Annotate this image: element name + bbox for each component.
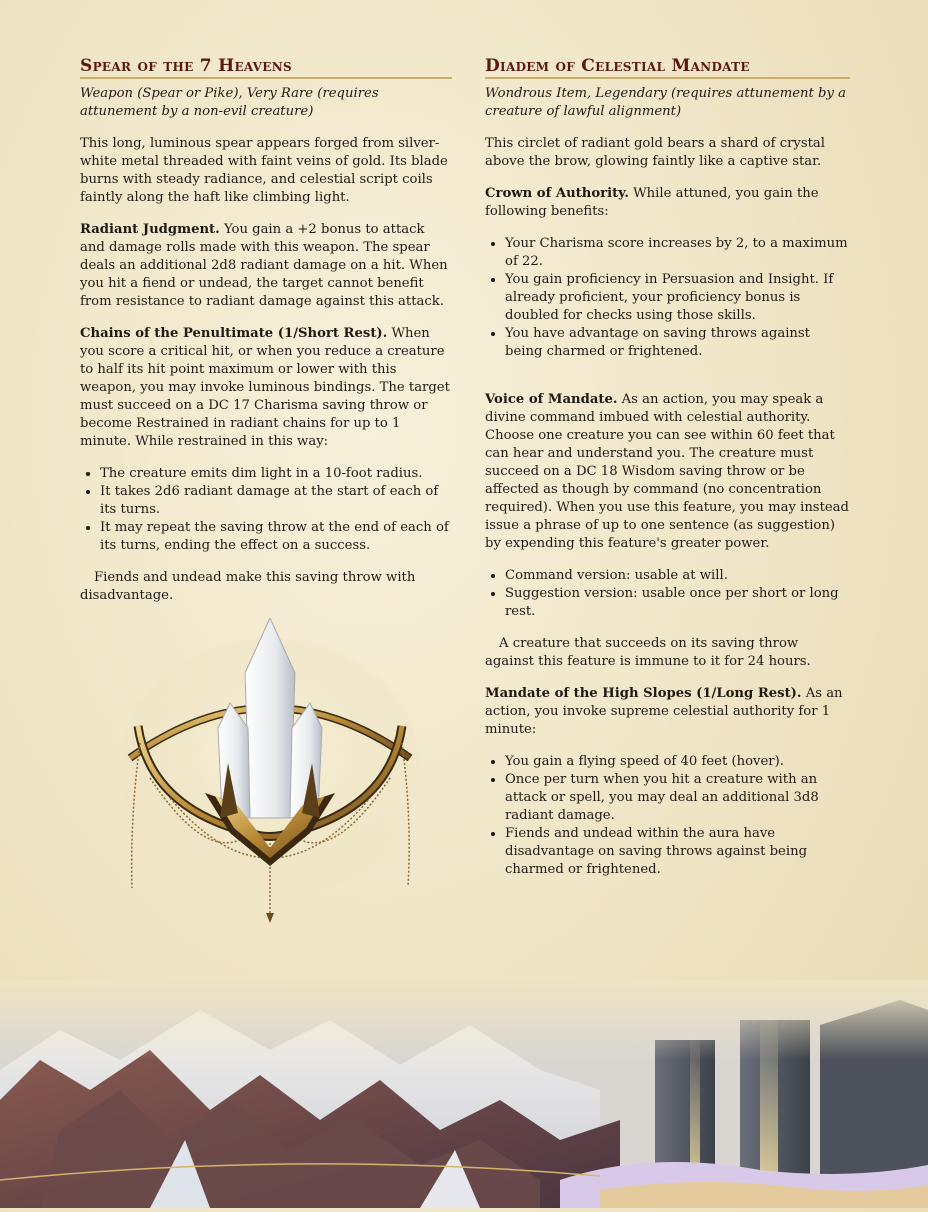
crown-bullet-list: [485, 235, 850, 361]
list-item: • The creature emits dim light in a 10-foot radius.: [100, 465, 452, 483]
list-item: • Once per turn when you hit a creature with an attack or spell, you may deal an additional 3d8 radiant damage.: [505, 771, 850, 825]
list-item: • It may repeat the saving throw at the end of each of its turns, ending the effect on a success.: [100, 519, 452, 555]
crown-text: While attuned, you gain the following benefits:: [485, 186, 819, 219]
mountain-landscape-icon: [0, 980, 928, 1208]
radiant-judgment-heading: Radiant Judgment.: [80, 222, 220, 237]
mandate-heading: Mandate of the High Slopes (1/Long Rest).: [485, 686, 802, 701]
left-column: [80, 56, 452, 619]
radiant-judgment-paragraph: [80, 221, 452, 311]
voice-paragraph: [485, 391, 850, 553]
list-item: • You gain a flying speed of 40 feet (hover).: [505, 753, 850, 771]
chains-heading: Chains of the Penultimate (1/Short Rest).: [80, 326, 388, 341]
diadem-crown-icon: [110, 618, 430, 928]
diadem-subtitle: Wondrous Item, Legendary (requires attunement by a creature of lawful alignment): [485, 86, 846, 119]
list-item: • Your Charisma score increases by 2, to a maximum of 22.: [505, 235, 850, 271]
chains-bullet-list: [80, 465, 452, 555]
crown-heading: Crown of Authority.: [485, 186, 629, 201]
chains-paragraph: [80, 325, 452, 451]
chains-text: When you score a critical hit, or when you reduce a creature to half its hit point maximum or lower with this weapon, you may invoke luminous bindings. The target must succeed on a DC 17 Charisma saving throw or become Restrained in radiant chains for up to 1 minute. While restrained in this way:: [80, 326, 450, 449]
voice-heading: Voice of Mandate.: [485, 392, 618, 407]
spear-subtitle: Weapon (Spear or Pike), Very Rare (requires attunement by a non-evil creature): [80, 86, 379, 119]
immune-note: A creature that succeeds on its saving throw against this feature is immune to it for 24 hours.: [485, 636, 811, 669]
mandate-text: As an action, you invoke supreme celestial authority for 1 minute:: [485, 686, 843, 737]
fiends-note: Fiends and undead make this saving throw with disadvantage.: [80, 570, 416, 603]
spear-intro: This long, luminous spear appears forged from silver-white metal threaded with faint veins of gold. Its blade burns with steady radiance, and celestial script coils faintly along the haft like climbing light.: [80, 136, 448, 205]
voice-text: As an action, you may speak a divine command imbued with celestial authority. Choose one creature you can see within 60 feet that can hear and understand you. The creature must succeed on a DC 18 Wisdom saving throw or be affected as though by command (no concentration required). When you use this feature, you may instead issue a phrase of up to one sentence (as suggestion) by expending this feature's greater power.: [485, 392, 849, 551]
crown-paragraph: [485, 185, 850, 221]
mandate-paragraph: [485, 685, 850, 739]
diadem-intro: This circlet of radiant gold bears a shard of crystal above the brow, glowing faintly like a captive star.: [485, 136, 825, 169]
radiant-judgment-text: You gain a +2 bonus to attack and damage rolls made with this weapon. The spear deals an additional 2d8 radiant damage on a hit. When you hit a fiend or undead, the target cannot benefit from resistance to radiant damage against this attack.: [80, 222, 448, 309]
diadem-illustration: [110, 618, 430, 928]
list-item: • You gain proficiency in Persuasion and Insight. If already proficient, your proficiency bonus is doubled for checks using those skills.: [505, 271, 850, 325]
list-item: • Fiends and undead within the aura have disadvantage on saving throws against being charmed or frightened.: [505, 825, 850, 879]
mountain-landscape-illustration: [0, 980, 928, 1208]
list-item: • You have advantage on saving throws against being charmed or frightened.: [505, 325, 850, 361]
spear-title: Spear of the 7 Heavens: [80, 56, 452, 79]
list-item: • Suggestion version: usable once per short or long rest.: [505, 585, 850, 621]
mandate-bullet-list: [485, 753, 850, 879]
diadem-title: Diadem of Celestial Mandate: [485, 56, 850, 79]
list-item: • Command version: usable at will.: [505, 567, 850, 585]
voice-bullet-list: [485, 567, 850, 621]
list-item: • It takes 2d6 radiant damage at the start of each of its turns.: [100, 483, 452, 519]
section-spacer: [485, 375, 850, 391]
right-column: [485, 56, 850, 893]
